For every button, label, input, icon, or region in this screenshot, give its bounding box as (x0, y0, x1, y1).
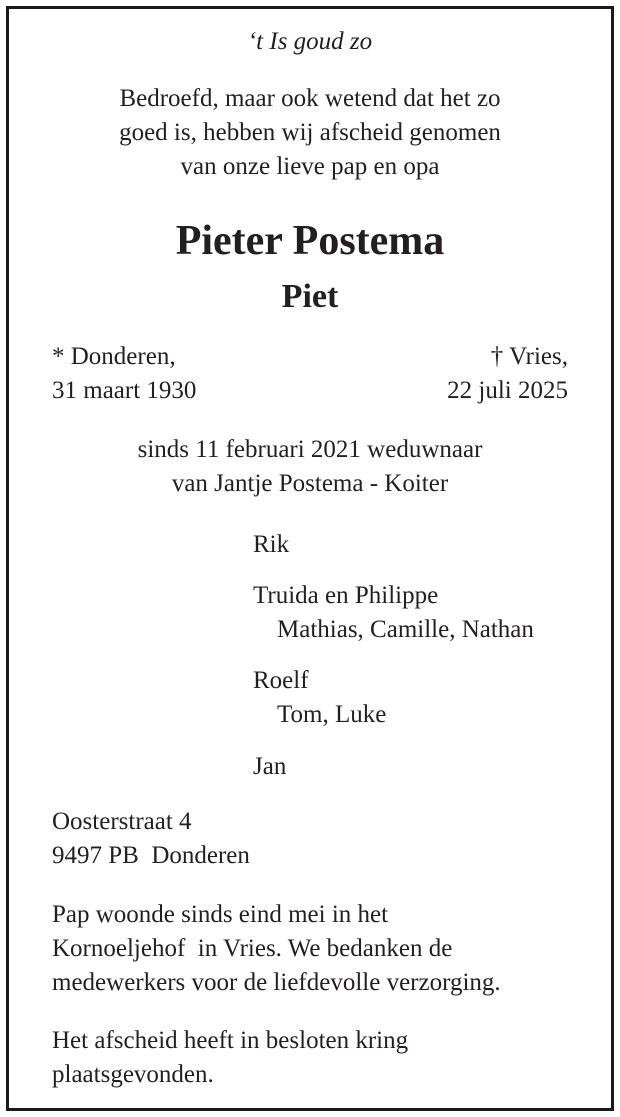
address (52, 805, 250, 873)
birth-place: * Donderen, (52, 343, 176, 370)
thanks-line-3: medewerkers voor de liefdevolle verzorging. (52, 969, 501, 996)
family-member-jan: Jan (253, 753, 287, 780)
widower-line-1: sinds 11 februari 2021 weduwnaar (137, 436, 483, 463)
family-member-rik: Rik (253, 531, 290, 558)
birth-info (52, 340, 196, 408)
death-date: 22 juli 2025 (447, 377, 568, 404)
deceased-name: Pieter Postema (175, 218, 445, 264)
family-member-truida-philippe: Truida en Philippe (253, 582, 439, 609)
widower-line-2: van Jantje Postema - Koiter (171, 470, 449, 497)
farewell-line-1: Het afscheid heeft in besloten kring (52, 1027, 409, 1054)
birth-date: 31 maart 1930 (52, 377, 197, 404)
farewell-line-2: plaatsgevonden. (52, 1061, 214, 1088)
intro-line-2: goed is, hebben wij afscheid genomen (119, 119, 501, 146)
motto: ‘t Is goud zo (247, 28, 373, 55)
thanks-line-1: Pap woonde sinds eind mei in het (52, 901, 389, 928)
thanks-line-2: Kornoeljehof in Vries. We bedanken de (52, 935, 453, 962)
address-postal: 9497 PB Donderen (52, 842, 250, 869)
intro-line-1: Bedroefd, maar ook wetend dat het zo (119, 85, 501, 112)
death-place: † Vries, (490, 343, 568, 370)
widower-text (0, 433, 620, 501)
deceased-nickname: Piet (281, 278, 339, 315)
farewell-text (52, 1024, 408, 1092)
address-street: Oosterstraat 4 (52, 808, 192, 835)
intro-line-3: van onze lieve pap en opa (180, 153, 440, 180)
grandchildren-roelf: Tom, Luke (277, 701, 387, 728)
thanks-text (52, 898, 501, 1000)
grandchildren-truida-philippe: Mathias, Camille, Nathan (277, 616, 534, 643)
intro-text (0, 82, 620, 184)
death-info (447, 340, 568, 408)
family-member-roelf: Roelf (253, 667, 309, 694)
